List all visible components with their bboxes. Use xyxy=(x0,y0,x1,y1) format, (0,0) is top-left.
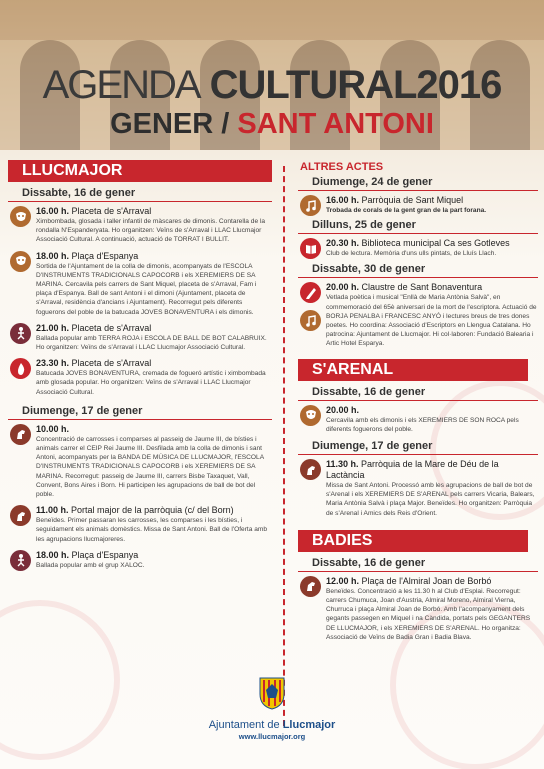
event-item xyxy=(8,550,272,570)
horse-icon xyxy=(10,505,31,526)
event-time: 16.00 h. xyxy=(326,195,360,205)
day-header: Dissabte, 16 de gener xyxy=(298,555,538,572)
mask-icon xyxy=(300,405,321,426)
event-desc: Club de lectura. Memòria d'uns ulls pintats, de Lluís Llach. xyxy=(326,250,497,258)
event-desc: Beneïdes. Primer passaran les carrosses, les comparses i les bísties, i seguidament els animals domèstics. Missa de Sant Antoni. Ball de l'Oferta amb les agrupacions llucmajoreres. xyxy=(36,517,268,543)
day-header: Dissabte, 30 de gener xyxy=(298,261,538,278)
title-year: 2016 xyxy=(416,63,502,107)
event-item xyxy=(298,576,538,642)
event-place: Parròquia de la Mare de Déu de la Lactància xyxy=(326,459,499,481)
event-desc: Trobada de corals de la gent gran de la part forana. xyxy=(326,207,487,214)
event-time: 18.00 h. xyxy=(36,549,70,560)
event-desc: Ballada popular amb TERRA ROJA i ESCOLA DE BALL DE BOT CALABRUIX. Ho organitzen: Veïns de s'Arraval i LLAC Llucmajor Associació Cultural. xyxy=(36,334,267,352)
footer xyxy=(180,676,364,741)
event-time: 11.00 h. xyxy=(36,505,69,516)
mask-icon xyxy=(10,206,31,227)
website-link[interactable]: www.llucmajor.org xyxy=(238,732,306,741)
event-time: 12.00 h. xyxy=(326,575,360,586)
event-place: Plaça d'Espanya xyxy=(71,250,139,261)
event-time: 21.00 h. xyxy=(36,322,70,333)
event-place: Portal major de la parròquia (c/ del Born) xyxy=(71,505,234,516)
event-desc: Sortida de l'Ajuntament de la colla de dimonis, acompanyats de l'ESCOLA D'INSTRUMENTS TRADICIONALS CAPOCORB i els XEREMIERS DE SA MARINA. Cercavila pels carrers de Sant Miquel, placeta de s'Arraval, Fam i plaça d'Espanya. Ball de sant Antoni i el dimoni (Ajuntament, placeta de s'Arraval, residència d'ancians i Ajuntament). Recorregut pels diferents foguerons del poble de la batucada JOVES BONAVENTURA i els dimonis. xyxy=(36,262,257,316)
horse-icon xyxy=(300,459,321,480)
page-title xyxy=(0,64,544,106)
section-llucmajor: LLUCMAJOR xyxy=(8,160,272,182)
day-header: Diumenge, 24 de gener xyxy=(298,174,538,191)
event-item xyxy=(8,251,272,317)
event-place: Plaça d'Espanya xyxy=(71,549,139,560)
right-column xyxy=(298,160,538,644)
title-block xyxy=(0,64,544,140)
event-time: 20.30 h. xyxy=(326,238,360,249)
event-place: Parròquia de Sant Miquel xyxy=(361,195,464,205)
day-header: Dilluns, 25 de gener xyxy=(298,217,538,234)
event-item xyxy=(298,282,538,348)
event-place: Biblioteca municipal Ca ses Gotleves xyxy=(361,238,510,249)
music-icon xyxy=(300,195,321,216)
section-badies: BADIES xyxy=(298,530,528,552)
event-desc: Vetlada poètica i musical "Enllà de Maria Antònia Salvà", en commemoració del 65è aniversari de la mort de l'escriptora. Actuació de BORJA PENALBA i FRANCESC ANYÓ i lectures breus de tres dones poetes. Ho coordina: Associació d'Escriptors en Llengua Catalana. Ho patrocina: Ajuntament de Llucmajor. Hi col·laboren: Fundació Balearia i Artic Hotel Esparya. xyxy=(326,294,537,348)
event-item xyxy=(8,424,272,499)
event-item xyxy=(8,323,272,352)
dance-icon xyxy=(10,550,31,571)
mask-icon xyxy=(10,251,31,272)
title-cultural: CULTURAL xyxy=(209,63,417,107)
event-desc: Ballada popular amb el grup XALOC. xyxy=(36,561,145,569)
music-icon xyxy=(300,310,321,331)
event-place: Placeta de s'Arraval xyxy=(71,358,152,369)
day-header: Dissabte, 16 de gener xyxy=(298,384,538,401)
altres-actes-heading: ALTRES ACTES xyxy=(300,161,384,173)
event-item xyxy=(8,206,272,245)
day-header: Diumenge, 17 de gener xyxy=(298,438,538,455)
event-desc: Cercavila amb els dimonis i els XEREMIERS DE SON ROCA pels diferents foguerons del poble. xyxy=(326,416,519,433)
subtitle-gener: GENER / xyxy=(110,108,230,140)
event-place: Placeta de s'Arraval xyxy=(71,322,152,333)
event-place: Claustre de Sant Bonaventura xyxy=(361,282,483,293)
pen-icon xyxy=(300,282,321,303)
event-time: 20.00 h. xyxy=(326,404,360,415)
fire-icon xyxy=(10,358,31,379)
event-time: 10.00 h. xyxy=(36,423,70,434)
event-desc: Ximbombada, glosada i taller infantil de màscares de dimonis. Contarella de la rondalla N'Espanderyata. Ho organitzen: Veïns de s'Arraval i LLAC Llucmajor Associació Cultural. A continuació, actuació de TORRAT I BULLIT. xyxy=(36,218,266,244)
event-desc: Concentració de carrosses i comparses al passeig de Jaume III, de bísties i animals carrer el CEIP Rei Jaume III. Desfilada amb la colla de dimonis i sant Antoni, acompanyats per la BANDA DE MÚSICA DE LLUCMAJOR, l'ESCOLA D'INSTRUMENTS TRADICIONALS CAPOCORB i els XEREMIERS DE SA MARINA. Recorregut: passeig de Jaume III, carrers Bisbe Taxaquet, Vall, Convent, Bons Aires i Born. Hi participen les agrupacions de ball de bot del poble. xyxy=(36,435,264,499)
subtitle xyxy=(0,108,544,140)
title-agenda: AGENDA xyxy=(42,63,200,107)
event-item xyxy=(8,358,272,397)
decor-circle xyxy=(0,600,120,760)
event-time: 20.00 h. xyxy=(326,282,360,293)
event-time: 18.00 h. xyxy=(36,250,70,261)
coat-of-arms-icon xyxy=(258,676,286,710)
day-header: Dissabte, 16 de gener xyxy=(8,185,272,202)
event-desc: Beneïdes. Concentració a les 11.30 h al Club d'Esplai. Recorregut: carrers Chumuca, Joan d'Austria, Almiral Moreno, Almiral Vierna, Churruca i plaça Almiral Joan de Borbó. Amb l'acompanyament dels gegants passegen en Miquel i na Càndida, portats pels GEGANTERS DE LLUCMAJOR, i els XEREMIERS DE S'ARENAL. Ho organitza: Associació de Veïns de Badia Gran i Badia Blava. xyxy=(326,587,531,641)
day-header: Diumenge, 17 de gener xyxy=(8,403,272,420)
dance-icon xyxy=(10,323,31,344)
section-sarenal: S'ARENAL xyxy=(298,359,528,381)
subtitle-sant-antoni: SANT ANTONI xyxy=(237,108,434,140)
ajuntament-logo-text: Ajuntament de Llucmajor xyxy=(208,719,336,731)
event-time: 11.30 h. xyxy=(326,459,359,470)
horse-icon xyxy=(300,576,321,597)
book-icon xyxy=(300,238,321,259)
event-item xyxy=(8,505,272,544)
horse-icon xyxy=(10,424,31,445)
event-item xyxy=(298,195,538,215)
column-divider xyxy=(283,166,285,726)
event-item xyxy=(298,459,538,518)
event-time: 23.30 h. xyxy=(36,358,70,369)
event-item xyxy=(298,405,538,434)
event-time: 16.00 h. xyxy=(36,206,70,216)
event-item xyxy=(298,238,538,258)
llucmajor-column xyxy=(8,160,272,572)
event-place: Plaça de l'Almiral Joan de Borbó xyxy=(361,575,492,586)
event-desc: Missa de Sant Antoni. Processó amb les agrupacions de ball de bot de s'Arenal i els XEREMIERS DE S'ARENAL pels carrers Vicaria, Balears, Maria Antònia Salvà i plaça Major. Beneïdes. Ho organitzen: Parròquia de s'Arenal i Amics dels Reis d'Orient. xyxy=(326,482,535,517)
event-place: Placeta de s'Arraval xyxy=(71,206,152,216)
event-desc: Batucada JOVES BONAVENTURA, cremada de fogueró artístic i ximbombada amb glosada popular. Ho organitzen: Veïns de s'Arraval i LLAC Llucmajor Associació Cultural. xyxy=(36,370,266,396)
